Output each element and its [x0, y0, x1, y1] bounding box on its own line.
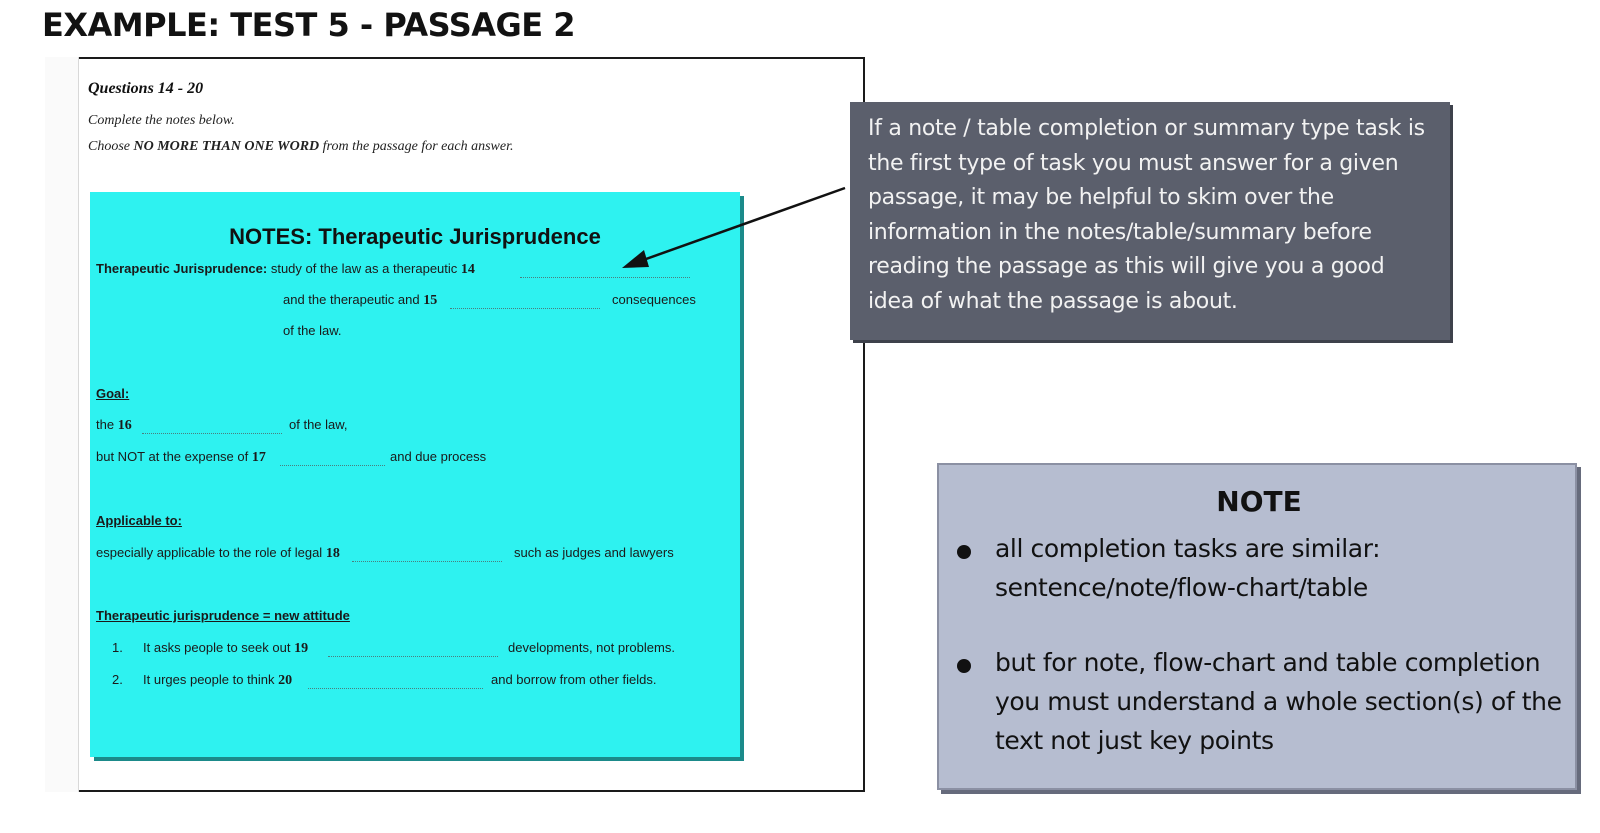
- item-1-suffix: developments, not problems.: [508, 640, 675, 655]
- attitude-item-2: [143, 672, 292, 689]
- bullet-icon: [957, 659, 971, 673]
- answer-blank-17[interactable]: [280, 465, 385, 466]
- question-20-number: 20: [278, 673, 293, 688]
- definition-line-1: [96, 261, 475, 278]
- answer-blank-16[interactable]: [142, 433, 282, 434]
- goal-prefix: the: [96, 417, 115, 432]
- question-14-number: 14: [460, 262, 475, 277]
- question-18-number: 18: [325, 546, 340, 561]
- goal-suffix: of the law,: [289, 417, 348, 432]
- item-2-suffix: and borrow from other fields.: [491, 672, 657, 687]
- attitude-item-1-number: 1.: [112, 640, 123, 655]
- note-box: [937, 463, 1577, 790]
- instruction-suffix: from the passage for each answer.: [322, 139, 514, 154]
- instruction-line-2: [88, 139, 513, 155]
- applicable-heading: Applicable to:: [96, 513, 182, 528]
- note-bullet-text: but for note, flow-chart and table completion you must understand a whole section(s) of the text not just key points: [995, 648, 1562, 755]
- applicable-prefix: especially applicable to the role of legal: [96, 545, 323, 560]
- definition-text-2: and the therapeutic and: [283, 292, 420, 307]
- note-bullet-text: all completion tasks are similar: sentence/note/flow-chart/table: [995, 534, 1381, 602]
- arrow-line: [632, 188, 845, 264]
- tip-text: If a note / table completion or summary type task is the first type of task you must answer for a given passage, it may be helpful to skim over the information in the notes/table/summary before reading the passage as this will give you a good idea of what the passage is about.: [868, 116, 1425, 314]
- goal-line-2-suffix: and due process: [390, 449, 487, 464]
- attitude-heading: Therapeutic jurisprudence = new attitude: [96, 608, 350, 623]
- attitude-item-1: [143, 640, 308, 657]
- page-title: EXAMPLE: TEST 5 - PASSAGE 2: [42, 6, 576, 44]
- question-17-number: 17: [251, 450, 266, 465]
- questions-heading: Questions 14 - 20: [88, 80, 204, 97]
- bullet-icon: [957, 545, 971, 559]
- notes-title: NOTES: Therapeutic Jurisprudence: [229, 224, 601, 249]
- answer-blank-15[interactable]: [450, 308, 600, 309]
- definition-label: Therapeutic Jurisprudence:: [96, 261, 268, 276]
- item-2-prefix: It urges people to think: [143, 672, 275, 687]
- instruction-line-1: Complete the notes below.: [88, 113, 235, 128]
- instruction-word-limit: NO MORE THAN ONE WORD: [133, 139, 320, 154]
- arrow-head: [622, 250, 649, 268]
- answer-blank-19[interactable]: [328, 656, 498, 657]
- applicable-suffix: such as judges and lawyers: [514, 545, 674, 560]
- goal-line-2-prefix: but NOT at the expense of: [96, 449, 249, 464]
- applicable-line: [96, 545, 340, 562]
- question-15-number: 15: [423, 293, 438, 308]
- definition-text: study of the law as a therapeutic: [270, 261, 458, 276]
- answer-blank-18[interactable]: [352, 561, 502, 562]
- definition-line-2: [283, 292, 437, 309]
- note-heading: NOTE: [1216, 485, 1302, 518]
- answer-blank-20[interactable]: [308, 688, 483, 689]
- pointer-arrow: [600, 170, 860, 280]
- goal-line-2: [96, 449, 266, 466]
- goal-line-1: [96, 417, 132, 434]
- of-the-law-text: of the law.: [283, 323, 342, 338]
- tip-callout: [850, 102, 1450, 340]
- instruction-prefix: Choose: [88, 139, 130, 154]
- item-1-prefix: It asks people to seek out: [143, 640, 291, 655]
- page-margin: [45, 57, 79, 792]
- consequences-text: consequences: [612, 292, 696, 307]
- question-19-number: 19: [294, 641, 309, 656]
- goal-heading: Goal:: [96, 386, 130, 401]
- question-16-number: 16: [117, 418, 132, 433]
- attitude-item-2-number: 2.: [112, 672, 123, 687]
